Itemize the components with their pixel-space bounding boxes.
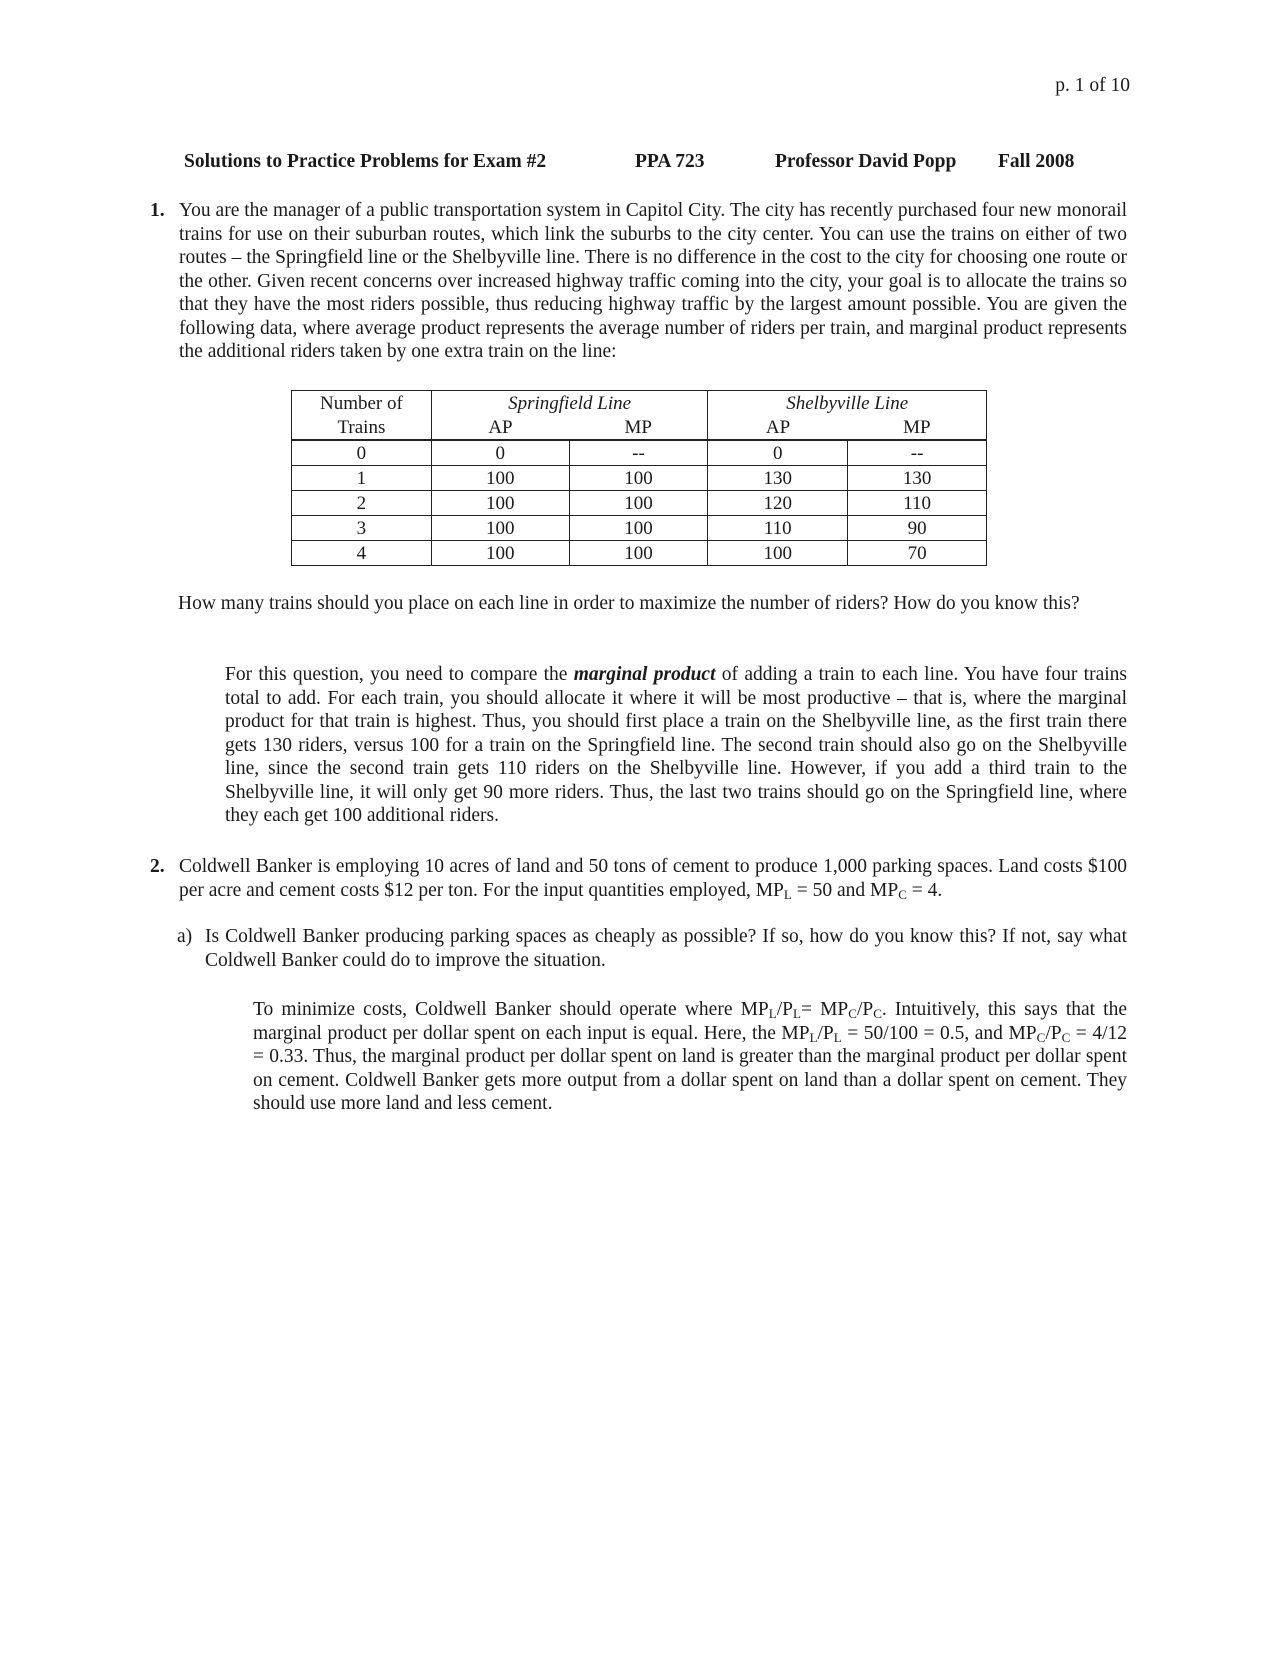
q2-text-part: Coldwell Banker is employing 10 acres of land and 50 tons of cement to produce 1,000 parking spaces. Land costs $100 per acre and cement costs $12 per ton. For the input quantities employed, MP	[179, 856, 1127, 901]
cell-springfield-ap: 100	[431, 516, 569, 541]
answer-2a	[253, 998, 1127, 1116]
subscript-l: L	[768, 1006, 777, 1021]
cell-shelbyville-ap: 100	[708, 541, 848, 566]
subscript-c: C	[898, 886, 907, 902]
cell-shelbyville-ap: 120	[708, 491, 848, 516]
header-col0-line1: Number of	[292, 391, 432, 416]
table-row	[292, 516, 987, 541]
answer-part: /P	[1045, 1022, 1062, 1044]
subscript-l: L	[783, 886, 792, 902]
cell-springfield-mp: 100	[569, 491, 708, 516]
answer-1-pre: For this question, you need to compare the	[225, 664, 574, 685]
answer-part: = 4/12 = 0.33. Thus, the marginal product per dollar spent on land is greater than the marginal product per dollar spent on cement. Coldwell Banker gets more output from a dollar spent on land than a dollar spent on cement. They should use more land and less cement.	[253, 1022, 1127, 1114]
answer-part: . Intuitively, this says that the marginal product per dollar spent on each input is equal. Here, the MP	[253, 999, 1128, 1044]
cell-trains: 0	[292, 440, 432, 466]
document-header	[184, 150, 1114, 174]
answer-part: /P	[776, 999, 793, 1020]
cell-shelbyville-ap: 110	[708, 516, 848, 541]
q2-text-part: = 50 and MP	[791, 879, 899, 901]
cell-shelbyville-mp: 90	[848, 516, 987, 541]
question-1	[150, 199, 1127, 364]
cell-trains: 1	[292, 466, 432, 491]
question-text: You are the manager of a public transportation system in Capitol City. The city has recently purchased four new monorail trains for use on their suburban routes, which link the suburbs to the city center. You can use the trains on either of two routes – the Springfield line or the Shelbyville line. There is no difference in the cost to the city for choosing one route or the other. Given recent concerns over increased highway traffic coming into the city, your goal is to allocate the trains so that they have the most riders possible, thus reducing highway traffic by the largest amount possible. You are given the following data, where average product represents the average number of riders per train, and marginal product represents the additional riders taken by one extra train on the line:	[179, 200, 1127, 362]
cell-springfield-ap: 100	[431, 541, 569, 566]
question-number: 2.	[150, 856, 165, 877]
trains-table	[291, 390, 987, 566]
cell-shelbyville-ap: 0	[708, 440, 848, 466]
question-text	[179, 855, 1127, 902]
answer-1-emphasis: marginal product	[573, 664, 716, 685]
cell-shelbyville-ap: 130	[708, 466, 848, 491]
cell-trains: 2	[292, 491, 432, 516]
subscript-l: L	[793, 1006, 801, 1021]
question-number: 1.	[150, 200, 165, 221]
part-question: Is Coldwell Banker producing parking spaces as cheaply as possible? If so, how do you know this? If not, say what Coldwell Banker could do to improve the situation.	[205, 926, 1127, 971]
cell-shelbyville-mp: 110	[848, 491, 987, 516]
header-course: PPA 723	[635, 151, 705, 172]
header-springfield: Springfield Line	[431, 391, 708, 416]
table-row	[292, 440, 987, 466]
table-row	[292, 466, 987, 491]
subscript-c: C	[1036, 1029, 1046, 1045]
cell-springfield-mp: 100	[569, 516, 708, 541]
answer-part: /P	[856, 999, 874, 1020]
header-professor: Professor David Popp	[775, 151, 957, 172]
cell-springfield-ap: 100	[431, 466, 569, 491]
followup-question: How many trains should you place on each line in order to maximize the number of riders? How do you know this?	[178, 593, 1080, 614]
cell-springfield-ap: 0	[431, 440, 569, 466]
subheader-mp: MP	[848, 415, 987, 440]
subheader-ap: AP	[431, 415, 569, 440]
header-term: Fall 2008	[998, 151, 1075, 172]
header-col0-line2: Trains	[292, 415, 432, 440]
header-title: Solutions to Practice Problems for Exam #2	[184, 151, 547, 172]
subscript-l: L	[833, 1029, 842, 1045]
cell-springfield-mp: 100	[569, 541, 708, 566]
header-shelbyville: Shelbyville Line	[708, 391, 987, 416]
answer-1-post: of adding a train to each line. You have four trains total to add. For each train, you should allocate it where it will be most productive – that is, where the marginal product for that train is highest. Thus, you should first place a train on the Shelbyville line, as the first train there gets 130 riders, versus 100 for a train on the Springfield line. The second train should also go on the Shelbyville line, since the second train gets 110 riders on the Shelbyville line. However, if you add a third train to the Shelbyville line, it will only get 90 more riders. Thus, the last two trains should go on the Springfield line, where they each get 100 additional riders.	[225, 664, 1127, 826]
subheader-ap: AP	[708, 415, 848, 440]
cell-springfield-mp: 100	[569, 466, 708, 491]
subscript-l: L	[809, 1029, 818, 1045]
table-row	[292, 541, 987, 566]
answer-part: /P	[817, 1022, 834, 1044]
cell-shelbyville-mp: 70	[848, 541, 987, 566]
answer-part: To minimize costs, Coldwell Banker should operate where MP	[253, 999, 769, 1020]
subscript-c: C	[1061, 1029, 1071, 1045]
subscript-c: C	[848, 1006, 857, 1021]
answer-part: = 50/100 = 0.5, and MP	[841, 1022, 1037, 1044]
cell-shelbyville-mp: --	[848, 440, 987, 466]
q2-text-part: = 4.	[906, 879, 943, 901]
cell-shelbyville-mp: 130	[848, 466, 987, 491]
cell-trains: 3	[292, 516, 432, 541]
answer-part: = MP	[800, 999, 849, 1020]
cell-springfield-ap: 100	[431, 491, 569, 516]
answer-1	[225, 663, 1127, 828]
part-label: a)	[177, 926, 193, 947]
question-2a	[177, 925, 1127, 972]
subheader-mp: MP	[569, 415, 708, 440]
cell-springfield-mp: --	[569, 440, 708, 466]
page-number: p. 1 of 10	[1055, 75, 1130, 96]
cell-trains: 4	[292, 541, 432, 566]
table-row	[292, 491, 987, 516]
subscript-c: C	[873, 1006, 882, 1021]
question-2	[150, 855, 1127, 902]
